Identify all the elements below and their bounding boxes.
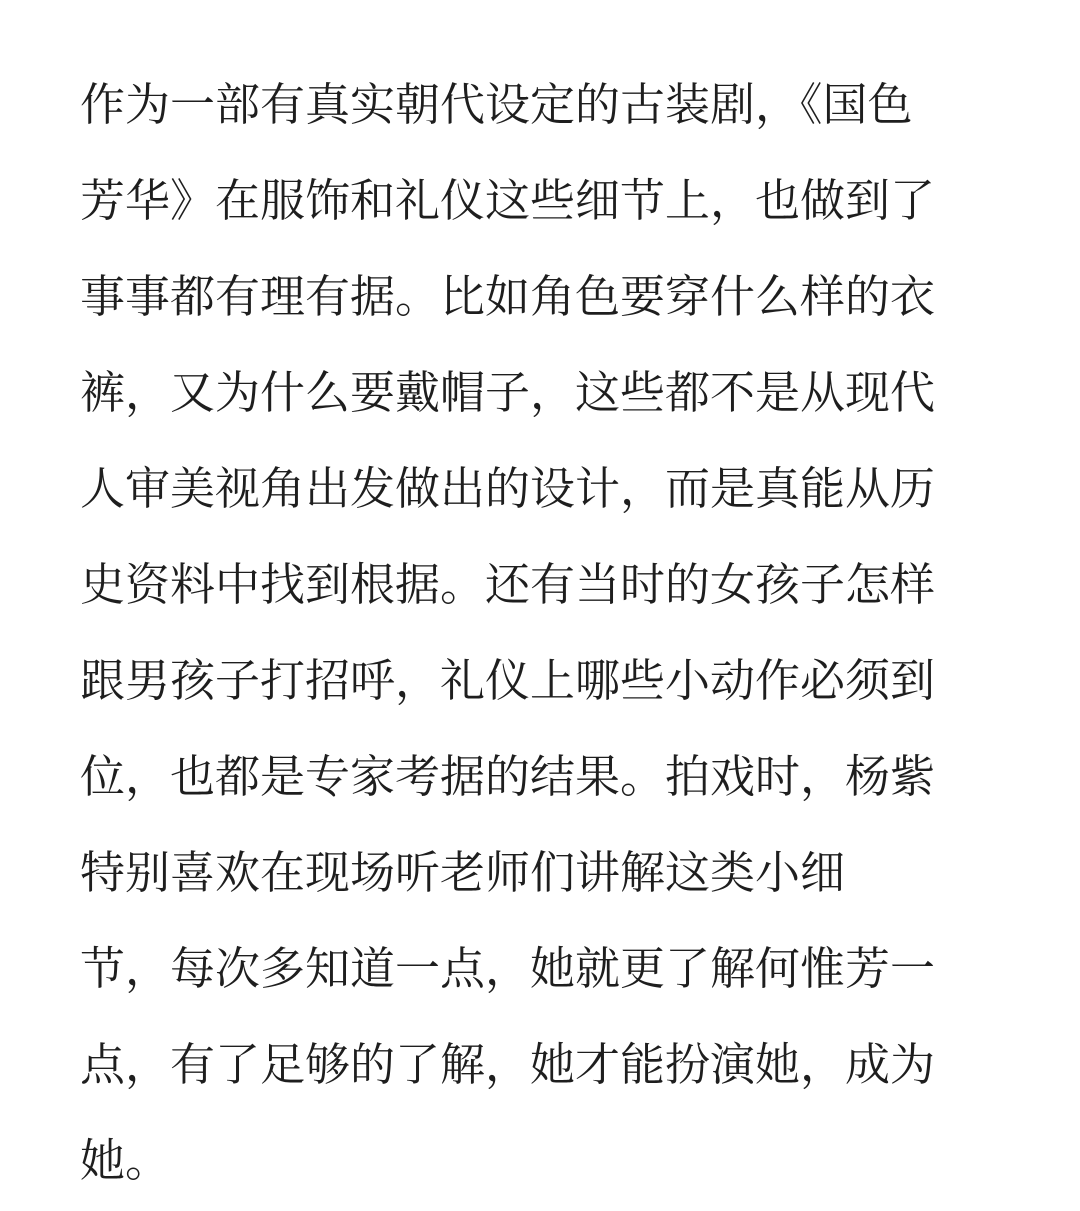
text-line-1: 作为一部有真实朝代设定的古装剧，《国色 [80, 78, 913, 131]
article-body [80, 57, 1020, 1209]
text-line-7: 跟男孩子打招呼，礼仪上哪些小动作必须到 [80, 654, 936, 707]
text-line-5: 人审美视角出发做出的设计，而是真能从历 [80, 462, 936, 515]
text-line-9: 特别喜欢在现场听老师们讲解这类小细 [80, 846, 846, 899]
text-line-6: 史资料中找到根据。还有当时的女孩子怎样 [80, 558, 936, 611]
text-line-10: 节，每次多知道一点，她就更了解何惟芳一 [80, 942, 936, 995]
text-line-8: 位，也都是专家考据的结果。拍戏时，杨紫 [80, 750, 936, 803]
text-line-12: 她。 [80, 1134, 171, 1187]
text-line-11: 点，有了足够的了解，她才能扮演她，成为 [80, 1038, 936, 1091]
text-line-2: 芳华》在服饰和礼仪这些细节上，也做到了 [80, 174, 936, 227]
text-line-4: 裤，又为什么要戴帽子，这些都不是从现代 [80, 366, 936, 419]
text-line-3: 事事都有理有据。比如角色要穿什么样的衣 [80, 270, 936, 323]
